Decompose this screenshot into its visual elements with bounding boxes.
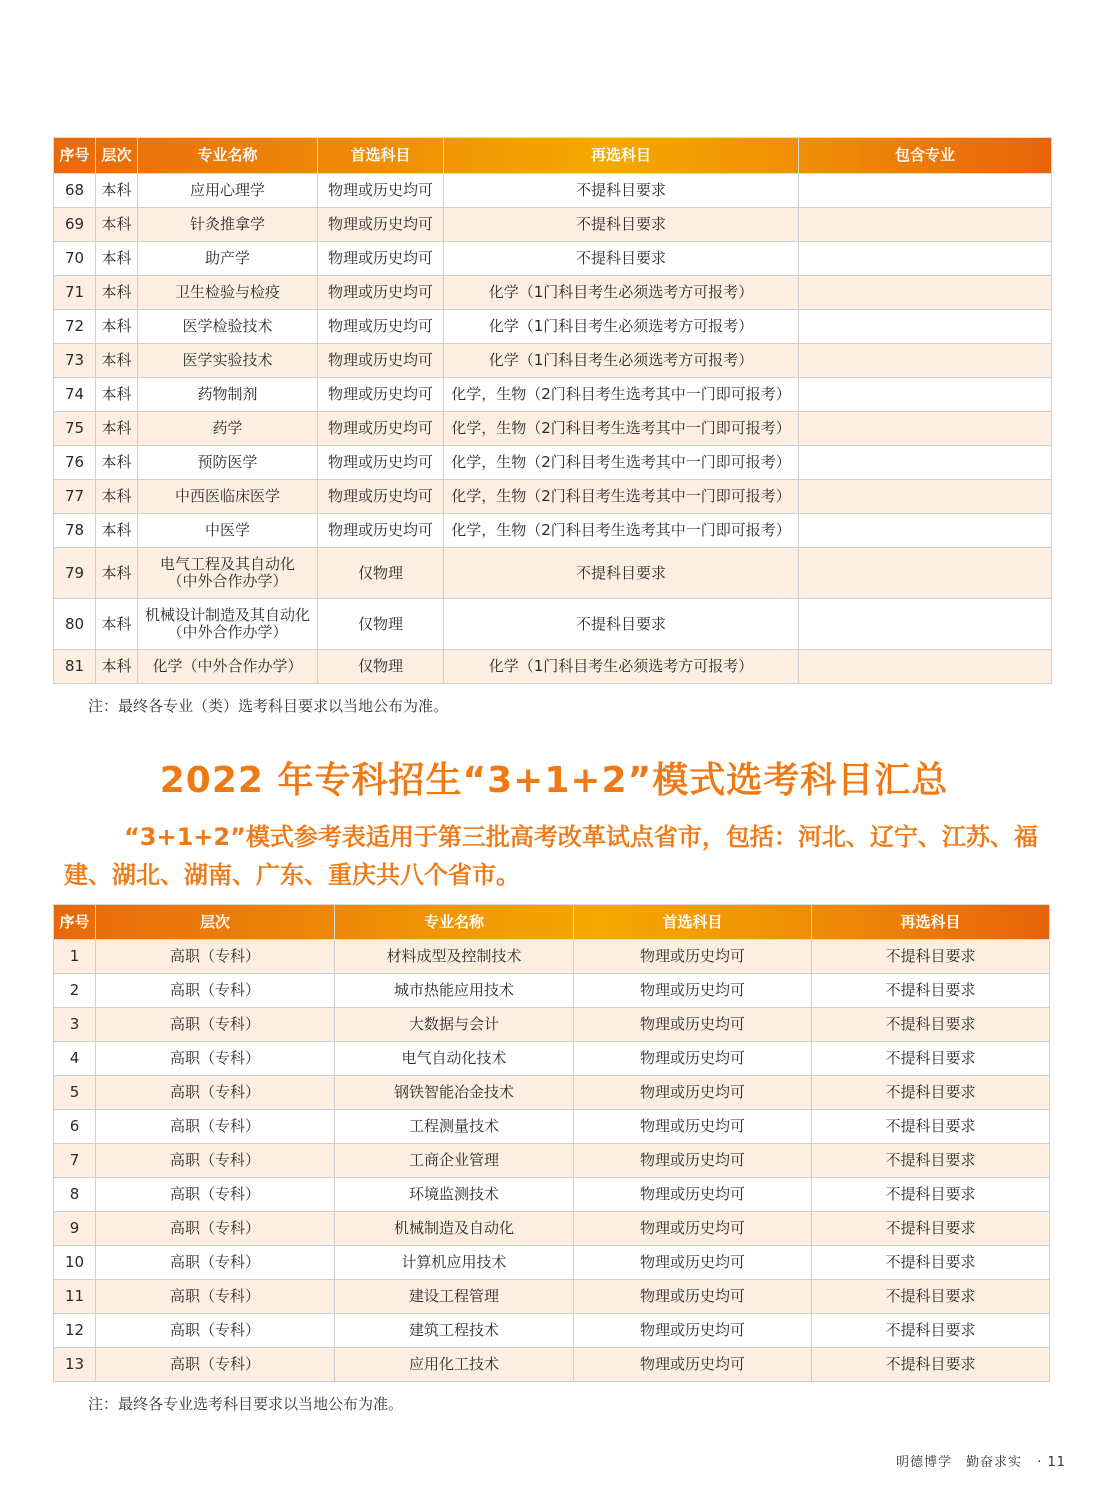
table-row: [54, 174, 1052, 208]
cell-level: 高职（专科）: [96, 1076, 335, 1110]
table-row: [54, 310, 1052, 344]
cell-level: 高职（专科）: [96, 1042, 335, 1076]
cell-second: 不提科目要求: [812, 1280, 1050, 1314]
cell-level: 高职（专科）: [96, 1314, 335, 1348]
cell-no: 79: [54, 548, 96, 599]
cell-second: 不提科目要求: [812, 1178, 1050, 1212]
table-row: [54, 1042, 1050, 1076]
cell-major: 针灸推拿学: [138, 208, 318, 242]
cell-no: 75: [54, 412, 96, 446]
cell-level: 高职（专科）: [96, 1110, 335, 1144]
cell-first: 物理或历史均可: [318, 276, 444, 310]
cell-first: 物理或历史均可: [574, 1246, 812, 1280]
cell-first: 仅物理: [318, 650, 444, 684]
table-row: [54, 446, 1052, 480]
cell-includes: [799, 276, 1052, 310]
cell-level: 高职（专科）: [96, 1212, 335, 1246]
cell-no: 74: [54, 378, 96, 412]
table-row: [54, 599, 1052, 650]
cell-second: 不提科目要求: [812, 1110, 1050, 1144]
cell-level: 本科: [96, 650, 138, 684]
cell-first: 物理或历史均可: [318, 514, 444, 548]
cell-level: 高职（专科）: [96, 1246, 335, 1280]
cell-no: 11: [54, 1280, 96, 1314]
cell-second: 不提科目要求: [812, 1042, 1050, 1076]
table-row: [54, 242, 1052, 276]
cell-no: 7: [54, 1144, 96, 1178]
cell-no: 72: [54, 310, 96, 344]
cell-no: 8: [54, 1178, 96, 1212]
cell-includes: [799, 480, 1052, 514]
cell-second: 不提科目要求: [812, 1348, 1050, 1382]
cell-major: 预防医学: [138, 446, 318, 480]
cell-second: 不提科目要求: [812, 1314, 1050, 1348]
section-title: 2022 年专科招生“3+1+2”模式选考科目汇总: [159, 760, 949, 801]
cell-second: 不提科目要求: [444, 548, 799, 599]
cell-major: 化学（中外合作办学）: [138, 650, 318, 684]
cell-first: 物理或历史均可: [318, 208, 444, 242]
section-intro: “3+1+2”模式参考表适用于第三批高考改革试点省市，包括：河北、辽宁、江苏、福建、湖北、湖南、广东、重庆共八个省市。: [64, 823, 1038, 889]
col-header-first-subject: 首选科目: [574, 905, 812, 940]
cell-includes: [799, 174, 1052, 208]
cell-first: 物理或历史均可: [318, 480, 444, 514]
page-number: · 11: [1037, 1455, 1066, 1470]
page-footer: [896, 1451, 1066, 1470]
cell-includes: [799, 378, 1052, 412]
cell-no: 71: [54, 276, 96, 310]
cell-major: 环境监测技术: [335, 1178, 574, 1212]
cell-major: [138, 599, 318, 650]
cell-level: 本科: [96, 446, 138, 480]
cell-no: 4: [54, 1042, 96, 1076]
cell-level: 本科: [96, 276, 138, 310]
cell-second: 不提科目要求: [444, 208, 799, 242]
cell-no: 68: [54, 174, 96, 208]
cell-first: 仅物理: [318, 599, 444, 650]
cell-no: 2: [54, 974, 96, 1008]
cell-no: 69: [54, 208, 96, 242]
table-row: [54, 1348, 1050, 1382]
col-header-no: 序号: [54, 138, 96, 174]
col-header-second-subject: 再选科目: [812, 905, 1050, 940]
cell-level: 高职（专科）: [96, 1144, 335, 1178]
cell-major: 钢铁智能冶金技术: [335, 1076, 574, 1110]
cell-second: 不提科目要求: [812, 940, 1050, 974]
col-header-first-subject: 首选科目: [318, 138, 444, 174]
cell-major: 工程测量技术: [335, 1110, 574, 1144]
cell-no: 12: [54, 1314, 96, 1348]
cell-first: 物理或历史均可: [318, 242, 444, 276]
cell-second: 不提科目要求: [812, 1144, 1050, 1178]
cell-no: 13: [54, 1348, 96, 1382]
vocational-subject-table: [53, 904, 1050, 1382]
cell-first: 物理或历史均可: [574, 1178, 812, 1212]
cell-no: 80: [54, 599, 96, 650]
cell-second: 不提科目要求: [444, 599, 799, 650]
table-row: [54, 1212, 1050, 1246]
table-row: [54, 1246, 1050, 1280]
cell-no: 6: [54, 1110, 96, 1144]
cell-level: 本科: [96, 599, 138, 650]
cell-second: 化学（1门科目考生必须选考方可报考）: [444, 310, 799, 344]
cell-level: 高职（专科）: [96, 940, 335, 974]
cell-first: 物理或历史均可: [318, 446, 444, 480]
cell-first: 物理或历史均可: [318, 174, 444, 208]
cell-includes: [799, 344, 1052, 378]
footer-motto: 明德博学 勤奋求实: [896, 1455, 1023, 1470]
cell-level: 本科: [96, 514, 138, 548]
col-header-major: 专业名称: [335, 905, 574, 940]
cell-includes: [799, 548, 1052, 599]
cell-no: 70: [54, 242, 96, 276]
cell-no: 76: [54, 446, 96, 480]
cell-level: 高职（专科）: [96, 1178, 335, 1212]
cell-first: 物理或历史均可: [318, 310, 444, 344]
major-name-line2: （中外合作办学）: [167, 572, 288, 590]
cell-major: 应用心理学: [138, 174, 318, 208]
cell-first: 物理或历史均可: [574, 1110, 812, 1144]
col-header-second-subject: 再选科目: [444, 138, 799, 174]
cell-no: 1: [54, 940, 96, 974]
cell-first: 物理或历史均可: [574, 1144, 812, 1178]
cell-second: 化学（1门科目考生必须选考方可报考）: [444, 650, 799, 684]
col-header-major: 专业名称: [138, 138, 318, 174]
cell-major: 助产学: [138, 242, 318, 276]
cell-level: 本科: [96, 242, 138, 276]
table-row: [54, 650, 1052, 684]
cell-includes: [799, 599, 1052, 650]
cell-second: 不提科目要求: [812, 1212, 1050, 1246]
cell-second: 化学，生物（2门科目考生选考其中一门即可报考）: [444, 378, 799, 412]
cell-level: 本科: [96, 378, 138, 412]
cell-first: 物理或历史均可: [574, 940, 812, 974]
cell-includes: [799, 208, 1052, 242]
table-row: [54, 1144, 1050, 1178]
cell-major: 药学: [138, 412, 318, 446]
col-header-includes: 包含专业: [799, 138, 1052, 174]
cell-level: 本科: [96, 548, 138, 599]
cell-second: 不提科目要求: [444, 174, 799, 208]
cell-second: 不提科目要求: [812, 1008, 1050, 1042]
cell-second: 不提科目要求: [812, 1076, 1050, 1110]
table-row: [54, 1076, 1050, 1110]
cell-level: 高职（专科）: [96, 1348, 335, 1382]
cell-level: 本科: [96, 344, 138, 378]
cell-includes: [799, 242, 1052, 276]
cell-second: 化学，生物（2门科目考生选考其中一门即可报考）: [444, 514, 799, 548]
cell-first: 物理或历史均可: [574, 1212, 812, 1246]
cell-second: 化学，生物（2门科目考生选考其中一门即可报考）: [444, 412, 799, 446]
cell-first: 物理或历史均可: [318, 378, 444, 412]
table-row: [54, 344, 1052, 378]
cell-second: 不提科目要求: [812, 1246, 1050, 1280]
cell-level: 高职（专科）: [96, 1008, 335, 1042]
cell-first: 物理或历史均可: [574, 1008, 812, 1042]
cell-level: 本科: [96, 412, 138, 446]
cell-no: 3: [54, 1008, 96, 1042]
col-header-level: 层次: [96, 138, 138, 174]
cell-second: 化学，生物（2门科目考生选考其中一门即可报考）: [444, 446, 799, 480]
cell-major: 城市热能应用技术: [335, 974, 574, 1008]
cell-first: 物理或历史均可: [574, 1348, 812, 1382]
table-row: [54, 974, 1050, 1008]
cell-major: 建设工程管理: [335, 1280, 574, 1314]
cell-no: 9: [54, 1212, 96, 1246]
cell-no: 5: [54, 1076, 96, 1110]
table-row: [54, 1280, 1050, 1314]
table-row: [54, 1110, 1050, 1144]
table-header-row: [54, 905, 1050, 940]
cell-major: 中西医临床医学: [138, 480, 318, 514]
table-row: [54, 378, 1052, 412]
cell-major: 中医学: [138, 514, 318, 548]
table-row: [54, 940, 1050, 974]
table-row: [54, 1178, 1050, 1212]
cell-second: 化学，生物（2门科目考生选考其中一门即可报考）: [444, 480, 799, 514]
undergrad-subject-table: [53, 137, 1052, 684]
cell-no: 73: [54, 344, 96, 378]
cell-major: 医学实验技术: [138, 344, 318, 378]
cell-second: 化学（1门科目考生必须选考方可报考）: [444, 276, 799, 310]
cell-no: 78: [54, 514, 96, 548]
table-row: [54, 514, 1052, 548]
cell-level: 高职（专科）: [96, 974, 335, 1008]
cell-first: 物理或历史均可: [318, 344, 444, 378]
cell-includes: [799, 446, 1052, 480]
cell-first: 物理或历史均可: [574, 1042, 812, 1076]
cell-major: 机械制造及自动化: [335, 1212, 574, 1246]
cell-major: 电气自动化技术: [335, 1042, 574, 1076]
cell-major: 大数据与会计: [335, 1008, 574, 1042]
cell-includes: [799, 412, 1052, 446]
table-row: [54, 276, 1052, 310]
table-row: [54, 1314, 1050, 1348]
cell-major: [138, 548, 318, 599]
cell-no: 77: [54, 480, 96, 514]
cell-level: 本科: [96, 480, 138, 514]
cell-first: 物理或历史均可: [574, 1280, 812, 1314]
cell-level: 本科: [96, 208, 138, 242]
cell-includes: [799, 310, 1052, 344]
cell-includes: [799, 650, 1052, 684]
major-name-line2: （中外合作办学）: [167, 623, 288, 641]
cell-major: 材料成型及控制技术: [335, 940, 574, 974]
major-name-line1: 机械设计制造及其自动化: [144, 606, 310, 624]
table2-note: 注：最终各专业选考科目要求以当地公布为准。: [88, 1395, 404, 1413]
cell-no: 81: [54, 650, 96, 684]
table-row: [54, 412, 1052, 446]
cell-includes: [799, 514, 1052, 548]
col-header-no: 序号: [54, 905, 96, 940]
cell-major: 医学检验技术: [138, 310, 318, 344]
cell-first: 物理或历史均可: [574, 1076, 812, 1110]
cell-level: 本科: [96, 174, 138, 208]
cell-no: 10: [54, 1246, 96, 1280]
major-name-line1: 电气工程及其自动化: [159, 555, 295, 573]
cell-first: 物理或历史均可: [574, 1314, 812, 1348]
table-header-row: [54, 138, 1052, 174]
cell-level: 高职（专科）: [96, 1280, 335, 1314]
cell-major: 药物制剂: [138, 378, 318, 412]
cell-major: 工商企业管理: [335, 1144, 574, 1178]
cell-first: 物理或历史均可: [318, 412, 444, 446]
cell-first: 物理或历史均可: [574, 974, 812, 1008]
col-header-level: 层次: [96, 905, 335, 940]
table1-note: 注：最终各专业（类）选考科目要求以当地公布为准。: [88, 697, 449, 715]
table-row: [54, 208, 1052, 242]
cell-major: 应用化工技术: [335, 1348, 574, 1382]
table-row: [54, 480, 1052, 514]
cell-second: 化学（1门科目考生必须选考方可报考）: [444, 344, 799, 378]
cell-level: 本科: [96, 310, 138, 344]
cell-major: 建筑工程技术: [335, 1314, 574, 1348]
cell-first: 仅物理: [318, 548, 444, 599]
cell-major: 卫生检验与检疫: [138, 276, 318, 310]
cell-major: 计算机应用技术: [335, 1246, 574, 1280]
cell-second: 不提科目要求: [444, 242, 799, 276]
cell-second: 不提科目要求: [812, 974, 1050, 1008]
table-row: [54, 1008, 1050, 1042]
table-row: [54, 548, 1052, 599]
